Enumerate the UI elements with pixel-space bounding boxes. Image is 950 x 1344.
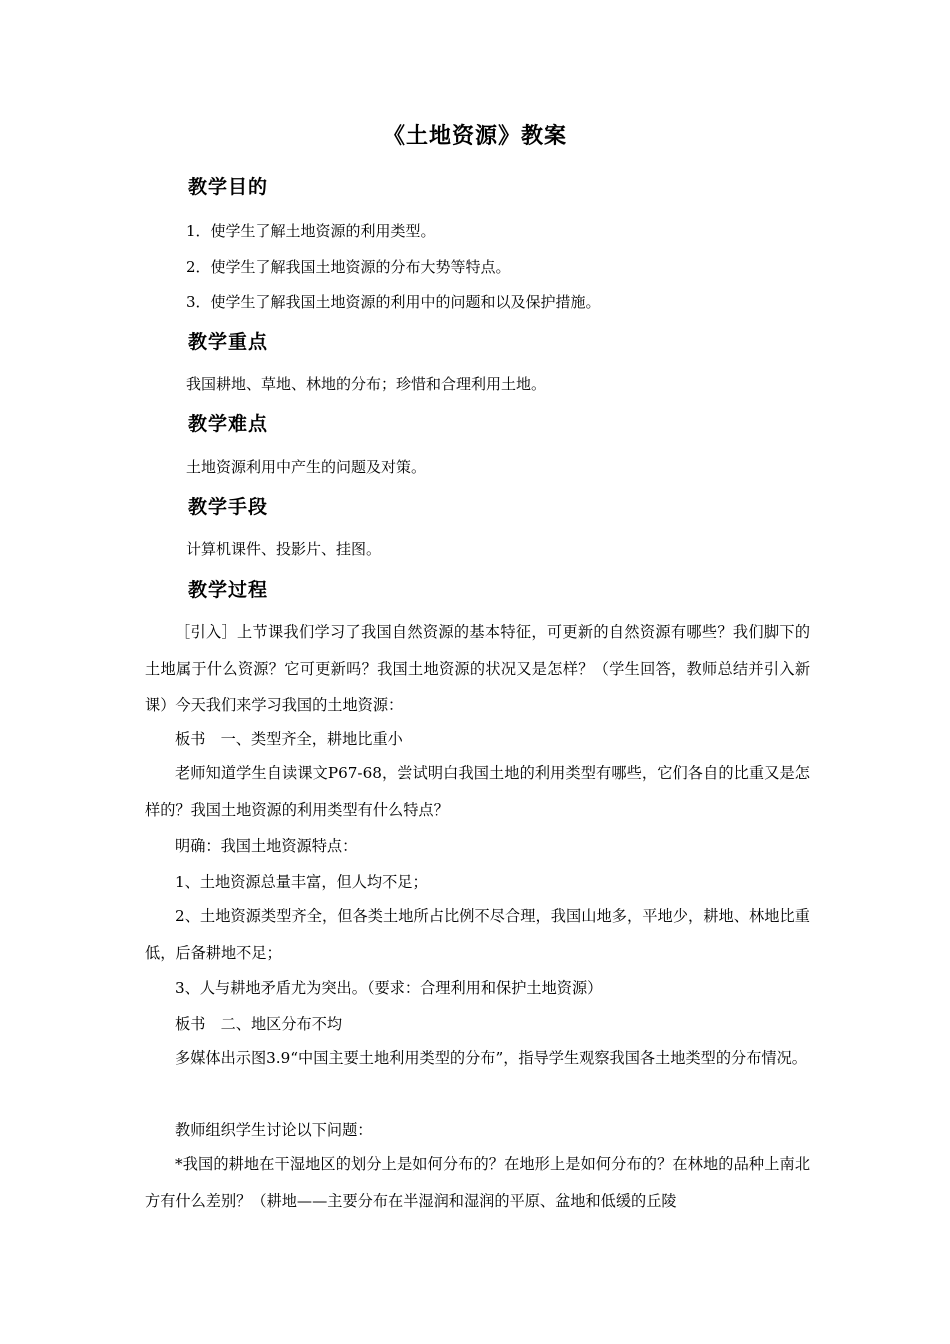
feature-point-1: 1、土地资源总量丰富，但人均不足； [175, 873, 428, 891]
objective-item-1: 1．使学生了解土地资源的利用类型。 [186, 222, 436, 240]
process-discuss: 教师组织学生讨论以下问题： [175, 1121, 373, 1139]
process-media: 多媒体出示图3.9“中国主要土地利用类型的分布”，指导学生观察我国各土地类型的分布情况。 [175, 1049, 807, 1067]
heading-objectives: 教学目的 [188, 176, 269, 198]
feature-point-2: 2、土地资源类型齐全，但各类土地所占比例不尽合理，我国山地多，平地少，耕地、林地比重低，后备耕地不足； [145, 907, 810, 962]
means-text: 计算机课件、投影片、挂图。 [186, 540, 382, 558]
objective-item-2: 2．使学生了解我国土地资源的分布大势等特点。 [186, 258, 511, 276]
board-note-2: 板书 二、地区分布不均 [175, 1015, 343, 1033]
feature-point-3: 3、人与耕地矛盾尤为突出。（要求：合理利用和保护土地资源） [175, 979, 603, 997]
board-note-1: 板书 一、类型齐全，耕地比重小 [175, 730, 403, 748]
difficulties-text: 土地资源利用中产生的问题及对策。 [186, 458, 427, 476]
process-question: *我国的耕地在干湿地区的划分上是如何分布的？在地形上是如何分布的？在林地的品种上南北方有什么差别？（耕地——主要分布在半湿润和湿润的平原、盆地和低缓的丘陵 [145, 1155, 810, 1210]
process-guide-1: 老师知道学生自读课文P67-68，尝试明白我国土地的利用类型有哪些，它们各自的比重又是怎样的？我国土地资源的利用类型有什么特点？ [145, 764, 810, 819]
heading-key-points: 教学重点 [188, 331, 269, 353]
heading-means: 教学手段 [188, 496, 269, 518]
process-intro: ［引入］上节课我们学习了我国自然资源的基本特征，可更新的自然资源有哪些？我们脚下的土地属于什么资源？它可更新吗？我国土地资源的状况又是怎样？（学生回答，教师总结并引入新课）今天我们来学习我国的土地资源： [145, 623, 810, 715]
heading-process: 教学过程 [188, 579, 269, 601]
process-clarify: 明确：我国土地资源特点： [175, 837, 358, 855]
document-title: 《土地资源》教案 [382, 124, 567, 149]
key-points-text: 我国耕地、草地、林地的分布；珍惜和合理利用土地。 [186, 375, 547, 393]
objective-item-3: 3．使学生了解我国土地资源的利用中的问题和以及保护措施。 [186, 293, 601, 311]
heading-difficulties: 教学难点 [188, 413, 269, 435]
